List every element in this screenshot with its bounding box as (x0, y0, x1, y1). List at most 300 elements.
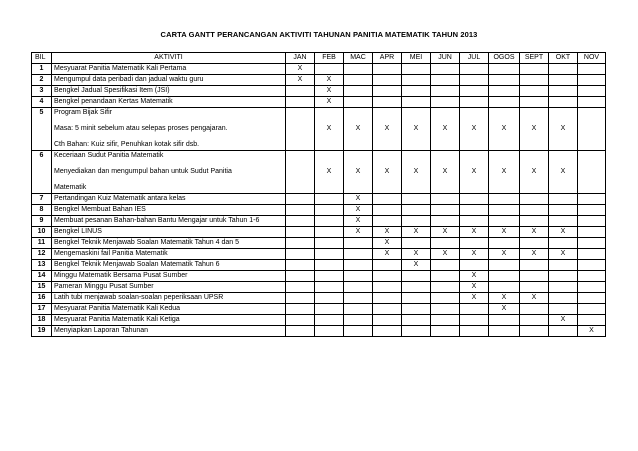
month-cell (578, 108, 606, 151)
month-cell (578, 315, 606, 326)
row-number: 15 (32, 282, 52, 293)
month-cell: X (549, 227, 578, 238)
activity-text: Membuat pesanan Bahan-bahan Bantu Mengajar untuk Tahun 1-6 (54, 217, 260, 224)
month-cell (286, 304, 315, 315)
month-cell (286, 86, 315, 97)
month-cell: X (402, 151, 431, 194)
month-cell (460, 97, 489, 108)
table-row (32, 293, 606, 304)
month-cell (286, 293, 315, 304)
activity-text: Latih tubi menjawab soalan-soalan peperiksaan UPSR (54, 294, 224, 301)
month-cell (373, 194, 402, 205)
month-cell (315, 64, 344, 75)
header-aktiviti: AKTIVITI (52, 53, 286, 64)
table-row (32, 282, 606, 293)
activity-cell (52, 282, 286, 293)
month-cell (549, 238, 578, 249)
activity-text: Bengkel Jadual Spesifikasi Item (JSI) (54, 87, 170, 94)
activity-text: Pertandingan Kuiz Matematik antara kelas (54, 195, 186, 202)
month-cell (431, 304, 460, 315)
month-cell: X (402, 227, 431, 238)
month-cell (315, 227, 344, 238)
activity-cell (52, 315, 286, 326)
month-cell (402, 315, 431, 326)
month-cell (344, 315, 373, 326)
month-cell (286, 249, 315, 260)
month-cell (344, 75, 373, 86)
activity-text: Pameran Minggu Pusat Sumber (54, 283, 154, 290)
row-number: 3 (32, 86, 52, 97)
month-cell (286, 271, 315, 282)
activity-text: Mesyuarat Panitia Matematik Kali Pertama (54, 65, 187, 72)
month-cell (373, 260, 402, 271)
month-cell (520, 194, 549, 205)
activity-cell (52, 205, 286, 216)
activity-text: Minggu Matematik Bersama Pusat Sumber (54, 272, 188, 279)
header-month: JUN (431, 53, 460, 64)
table-row (32, 108, 606, 151)
header-month: APR (373, 53, 402, 64)
header-month: FEB (315, 53, 344, 64)
month-cell (402, 282, 431, 293)
month-cell: X (315, 97, 344, 108)
month-cell: X (344, 151, 373, 194)
month-cell (520, 315, 549, 326)
month-cell (344, 304, 373, 315)
month-cell (344, 282, 373, 293)
header-month: SEPT (520, 53, 549, 64)
activity-text: Mesyuarat Panitia Matematik Kali Kedua (54, 305, 181, 312)
month-cell (402, 86, 431, 97)
month-cell (578, 260, 606, 271)
month-cell (344, 238, 373, 249)
month-cell: X (489, 304, 520, 315)
month-cell (431, 75, 460, 86)
header-month: JUL (460, 53, 489, 64)
month-cell: X (549, 151, 578, 194)
month-cell (315, 260, 344, 271)
month-cell (286, 227, 315, 238)
month-cell (344, 293, 373, 304)
table-row (32, 315, 606, 326)
month-cell: X (286, 64, 315, 75)
month-cell (460, 86, 489, 97)
month-cell (315, 249, 344, 260)
month-cell (578, 194, 606, 205)
month-cell (315, 205, 344, 216)
month-cell (489, 86, 520, 97)
month-cell (520, 271, 549, 282)
gantt-table (31, 52, 606, 337)
month-cell: X (549, 108, 578, 151)
month-cell (578, 151, 606, 194)
month-cell: X (549, 249, 578, 260)
row-number: 13 (32, 260, 52, 271)
table-row (32, 249, 606, 260)
month-cell (578, 64, 606, 75)
month-cell (402, 271, 431, 282)
month-cell: X (460, 282, 489, 293)
month-cell (402, 238, 431, 249)
month-cell: X (431, 108, 460, 151)
month-cell (578, 282, 606, 293)
month-cell (402, 293, 431, 304)
month-cell: X (373, 151, 402, 194)
month-cell: X (460, 108, 489, 151)
activity-cell (52, 238, 286, 249)
month-cell (344, 326, 373, 337)
month-cell: X (431, 227, 460, 238)
month-cell (315, 238, 344, 249)
month-cell (286, 216, 315, 227)
month-cell (489, 260, 520, 271)
month-cell (460, 194, 489, 205)
activity-text: Matematik (54, 184, 87, 191)
header-month: NOV (578, 53, 606, 64)
month-cell (520, 75, 549, 86)
month-cell (489, 282, 520, 293)
activity-text: Mengumpul data peribadi dan jadual waktu guru (54, 76, 204, 83)
activity-cell (52, 216, 286, 227)
month-cell (286, 282, 315, 293)
month-cell (520, 282, 549, 293)
row-number: 5 (32, 108, 52, 151)
activity-text: Masa: 5 minit sebelum atau selepas proses pengajaran. (54, 125, 228, 132)
month-cell (578, 249, 606, 260)
month-cell (431, 282, 460, 293)
month-cell (549, 205, 578, 216)
month-cell: X (431, 249, 460, 260)
month-cell (549, 86, 578, 97)
activity-text: Menyediakan dan mengumpul bahan untuk Sudut Panitia (54, 168, 232, 175)
header-month: MEI (402, 53, 431, 64)
month-cell: X (373, 238, 402, 249)
month-cell (549, 271, 578, 282)
month-cell (549, 75, 578, 86)
month-cell (373, 216, 402, 227)
activity-cell (52, 304, 286, 315)
month-cell (402, 205, 431, 216)
month-cell (489, 194, 520, 205)
month-cell (578, 227, 606, 238)
month-cell (373, 304, 402, 315)
activity-cell (52, 75, 286, 86)
month-cell: X (460, 271, 489, 282)
month-cell (460, 216, 489, 227)
month-cell (344, 64, 373, 75)
month-cell (286, 97, 315, 108)
month-cell (460, 64, 489, 75)
month-cell (315, 282, 344, 293)
table-row (32, 227, 606, 238)
month-cell (578, 238, 606, 249)
month-cell (578, 75, 606, 86)
row-number: 19 (32, 326, 52, 337)
row-number: 6 (32, 151, 52, 194)
month-cell: X (549, 315, 578, 326)
month-cell: X (460, 151, 489, 194)
activity-text: Bengkel penandaan Kertas Matematik (54, 98, 173, 105)
row-number: 17 (32, 304, 52, 315)
row-number: 12 (32, 249, 52, 260)
month-cell: X (402, 108, 431, 151)
month-cell: X (489, 151, 520, 194)
month-cell (520, 97, 549, 108)
activity-cell (52, 151, 286, 194)
month-cell: X (344, 108, 373, 151)
month-cell (431, 86, 460, 97)
month-cell (520, 260, 549, 271)
month-cell (578, 304, 606, 315)
month-cell (286, 326, 315, 337)
table-row (32, 326, 606, 337)
month-cell: X (460, 249, 489, 260)
month-cell: X (489, 108, 520, 151)
month-cell: X (460, 293, 489, 304)
month-cell (315, 194, 344, 205)
month-cell (373, 64, 402, 75)
month-cell (286, 194, 315, 205)
month-cell (344, 97, 373, 108)
row-number: 14 (32, 271, 52, 282)
row-number: 1 (32, 64, 52, 75)
row-number: 16 (32, 293, 52, 304)
month-cell (549, 260, 578, 271)
month-cell (489, 64, 520, 75)
month-cell (520, 216, 549, 227)
month-cell (460, 326, 489, 337)
month-cell: X (344, 227, 373, 238)
row-number: 18 (32, 315, 52, 326)
month-cell: X (315, 86, 344, 97)
row-number: 11 (32, 238, 52, 249)
row-number: 7 (32, 194, 52, 205)
activity-text: Mengemaskini fail Panitia Matematik (54, 250, 168, 257)
month-cell (402, 97, 431, 108)
month-cell (549, 282, 578, 293)
month-cell: X (286, 75, 315, 86)
month-cell (286, 108, 315, 151)
month-cell: X (373, 227, 402, 238)
table-row (32, 260, 606, 271)
month-cell (373, 293, 402, 304)
activity-text: Menyiapkan Laporan Tahunan (54, 327, 149, 334)
header-month: OKT (549, 53, 578, 64)
month-cell: X (315, 75, 344, 86)
month-cell (373, 271, 402, 282)
month-cell (286, 260, 315, 271)
month-cell: X (520, 293, 549, 304)
header-bil: BIL (32, 53, 52, 64)
month-cell (286, 315, 315, 326)
activity-cell (52, 194, 286, 205)
month-cell: X (344, 194, 373, 205)
month-cell (520, 64, 549, 75)
activity-cell (52, 293, 286, 304)
month-cell (460, 260, 489, 271)
month-cell (431, 326, 460, 337)
month-cell (315, 216, 344, 227)
month-cell (578, 271, 606, 282)
month-cell: X (520, 151, 549, 194)
month-cell (549, 293, 578, 304)
activity-text: Cth Bahan: Kuiz sifir, Penuhkan kotak sifir dsb. (54, 141, 200, 148)
month-cell (578, 205, 606, 216)
month-cell (402, 194, 431, 205)
month-cell (489, 271, 520, 282)
table-row (32, 205, 606, 216)
table-row (32, 151, 606, 194)
month-cell (489, 216, 520, 227)
month-cell (344, 271, 373, 282)
month-cell: X (520, 227, 549, 238)
month-cell: X (402, 260, 431, 271)
month-cell (431, 293, 460, 304)
activity-text: Program Bijak Sifir (54, 109, 112, 116)
month-cell (520, 205, 549, 216)
month-cell (489, 238, 520, 249)
month-cell (344, 86, 373, 97)
month-cell: X (315, 108, 344, 151)
month-cell (460, 315, 489, 326)
document-title: CARTA GANTT PERANCANGAN AKTIVITI TAHUNAN PANITIA MATEMATIK TAHUN 2013 (160, 30, 478, 39)
row-number: 9 (32, 216, 52, 227)
month-cell (489, 205, 520, 216)
month-cell (520, 304, 549, 315)
month-cell (373, 282, 402, 293)
month-cell: X (315, 151, 344, 194)
month-cell (286, 151, 315, 194)
month-cell (431, 64, 460, 75)
month-cell (315, 304, 344, 315)
month-cell: X (489, 293, 520, 304)
month-cell (489, 326, 520, 337)
month-cell (431, 238, 460, 249)
table-row (32, 216, 606, 227)
table-row (32, 271, 606, 282)
activity-cell (52, 108, 286, 151)
activity-cell (52, 249, 286, 260)
month-cell (549, 194, 578, 205)
month-cell (578, 97, 606, 108)
month-cell (489, 97, 520, 108)
month-cell (402, 75, 431, 86)
month-cell (431, 260, 460, 271)
month-cell: X (344, 216, 373, 227)
month-cell: X (578, 326, 606, 337)
month-cell (373, 75, 402, 86)
month-cell (578, 86, 606, 97)
month-cell (578, 293, 606, 304)
month-cell (402, 64, 431, 75)
row-number: 4 (32, 97, 52, 108)
month-cell: X (489, 227, 520, 238)
month-cell (460, 304, 489, 315)
month-cell (402, 216, 431, 227)
table-row (32, 64, 606, 75)
month-cell (373, 326, 402, 337)
month-cell (489, 75, 520, 86)
month-cell (315, 293, 344, 304)
month-cell (460, 238, 489, 249)
table-row (32, 194, 606, 205)
row-number: 2 (32, 75, 52, 86)
row-number: 8 (32, 205, 52, 216)
activity-cell (52, 271, 286, 282)
activity-text: Keceriaan Sudut Panitia Matematik (54, 152, 164, 159)
month-cell: X (344, 205, 373, 216)
activity-text: Mesyuarat Panitia Matematik Kali Ketiga (54, 316, 180, 323)
month-cell (431, 97, 460, 108)
month-cell: X (373, 108, 402, 151)
activity-cell (52, 86, 286, 97)
activity-cell (52, 64, 286, 75)
month-cell (315, 315, 344, 326)
month-cell (373, 97, 402, 108)
month-cell (431, 194, 460, 205)
activity-text: Bengkel LINUS (54, 228, 102, 235)
row-number: 10 (32, 227, 52, 238)
activity-text: Bengkel Teknik Menjawab Soalan Matematik Tahun 4 dan 5 (54, 239, 239, 246)
month-cell (402, 326, 431, 337)
month-cell (402, 304, 431, 315)
month-cell (431, 271, 460, 282)
month-cell (315, 326, 344, 337)
month-cell (344, 260, 373, 271)
month-cell (520, 86, 549, 97)
month-cell (373, 86, 402, 97)
gantt-body (32, 64, 606, 337)
month-cell: X (373, 249, 402, 260)
month-cell: X (431, 151, 460, 194)
month-cell (315, 271, 344, 282)
month-cell (373, 315, 402, 326)
header-month: OGOS (489, 53, 520, 64)
header-month: JAN (286, 53, 315, 64)
month-cell (286, 205, 315, 216)
month-cell: X (460, 227, 489, 238)
header-month: MAC (344, 53, 373, 64)
activity-text: Bengkel Teknik Menjawab Soalan Matematik Tahun 6 (54, 261, 220, 268)
month-cell: X (402, 249, 431, 260)
month-cell (549, 97, 578, 108)
month-cell (460, 75, 489, 86)
activity-cell (52, 326, 286, 337)
month-cell (549, 304, 578, 315)
month-cell (344, 249, 373, 260)
month-cell (373, 205, 402, 216)
month-cell (549, 64, 578, 75)
table-row (32, 97, 606, 108)
month-cell (520, 326, 549, 337)
activity-cell (52, 97, 286, 108)
month-cell (489, 315, 520, 326)
month-cell (431, 216, 460, 227)
activity-text: Bengkel Membuat Bahan IES (54, 206, 146, 213)
month-cell: X (489, 249, 520, 260)
month-cell (578, 216, 606, 227)
table-row (32, 304, 606, 315)
table-row (32, 75, 606, 86)
month-cell (286, 238, 315, 249)
month-cell (549, 326, 578, 337)
month-cell: X (520, 108, 549, 151)
table-row (32, 86, 606, 97)
month-cell (431, 315, 460, 326)
activity-cell (52, 260, 286, 271)
month-cell (460, 205, 489, 216)
month-cell (549, 216, 578, 227)
